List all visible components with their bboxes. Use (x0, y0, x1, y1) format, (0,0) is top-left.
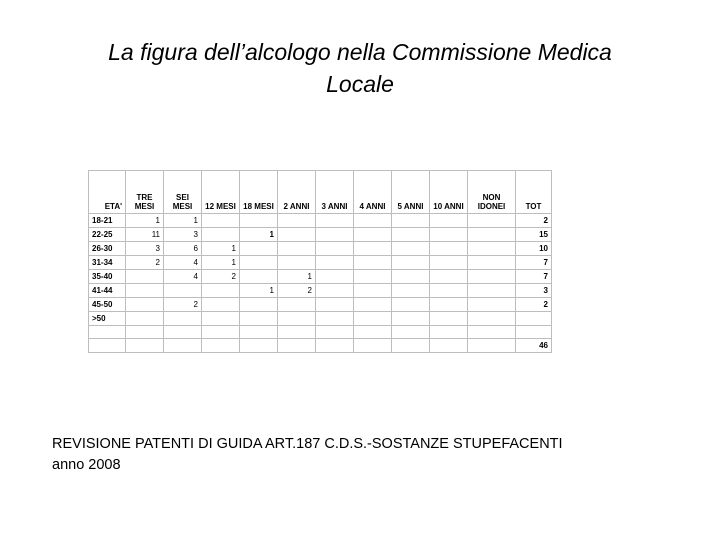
age-range-cell (89, 326, 126, 339)
total-cell: 3 (516, 284, 552, 298)
count-cell (354, 270, 392, 284)
count-cell (126, 312, 164, 326)
age-range-cell: 35-40 (89, 270, 126, 284)
count-cell (354, 242, 392, 256)
count-cell (316, 214, 354, 228)
table-row (89, 270, 552, 284)
caption-line-2: anno 2008 (52, 457, 121, 473)
count-cell (316, 242, 354, 256)
count-cell (468, 284, 516, 298)
count-cell (392, 256, 430, 270)
column-header: 4 ANNI (354, 171, 392, 214)
column-header: 5 ANNI (392, 171, 430, 214)
statistics-table-container (88, 170, 552, 353)
count-cell (278, 256, 316, 270)
count-cell (430, 298, 468, 312)
age-range-cell: 41-44 (89, 284, 126, 298)
count-cell (240, 339, 278, 353)
count-cell (278, 312, 316, 326)
count-cell: 3 (164, 228, 202, 242)
count-cell (468, 312, 516, 326)
count-cell (126, 339, 164, 353)
count-cell: 4 (164, 270, 202, 284)
age-range-cell: >50 (89, 312, 126, 326)
age-range-cell: 45-50 (89, 298, 126, 312)
count-cell: 4 (164, 256, 202, 270)
total-cell: 2 (516, 298, 552, 312)
count-cell: 1 (240, 284, 278, 298)
count-cell (430, 326, 468, 339)
total-cell: 46 (516, 339, 552, 353)
age-range-cell: 26-30 (89, 242, 126, 256)
count-cell (316, 326, 354, 339)
count-cell (240, 256, 278, 270)
count-cell (468, 326, 516, 339)
count-cell (430, 214, 468, 228)
count-cell (316, 256, 354, 270)
count-cell (240, 242, 278, 256)
table-row (89, 298, 552, 312)
table-header (89, 171, 552, 214)
count-cell (240, 312, 278, 326)
count-cell (316, 270, 354, 284)
count-cell (430, 256, 468, 270)
table-row (89, 339, 552, 353)
count-cell (316, 339, 354, 353)
count-cell: 2 (164, 298, 202, 312)
table-row (89, 256, 552, 270)
count-cell (240, 326, 278, 339)
count-cell: 6 (164, 242, 202, 256)
count-cell (278, 228, 316, 242)
count-cell: 2 (278, 284, 316, 298)
column-header: 12 MESI (202, 171, 240, 214)
count-cell (354, 256, 392, 270)
column-header: TOT (516, 171, 552, 214)
count-cell (202, 228, 240, 242)
count-cell (354, 214, 392, 228)
count-cell (392, 214, 430, 228)
statistics-table (88, 170, 552, 353)
count-cell: 1 (164, 214, 202, 228)
count-cell (278, 214, 316, 228)
count-cell (430, 242, 468, 256)
count-cell (468, 242, 516, 256)
column-header: SEI MESI (164, 171, 202, 214)
count-cell (392, 298, 430, 312)
count-cell: 1 (202, 242, 240, 256)
table-header-row (89, 171, 552, 214)
count-cell (316, 228, 354, 242)
count-cell (468, 214, 516, 228)
count-cell (202, 339, 240, 353)
count-cell (354, 339, 392, 353)
table-row (89, 326, 552, 339)
count-cell: 1 (240, 228, 278, 242)
column-header: 18 MESI (240, 171, 278, 214)
table-row (89, 284, 552, 298)
column-header: NON IDONEI (468, 171, 516, 214)
total-cell: 10 (516, 242, 552, 256)
total-cell: 7 (516, 256, 552, 270)
count-cell (468, 298, 516, 312)
count-cell (354, 298, 392, 312)
count-cell (240, 270, 278, 284)
count-cell (430, 339, 468, 353)
count-cell (278, 339, 316, 353)
column-header: 2 ANNI (278, 171, 316, 214)
count-cell (164, 326, 202, 339)
count-cell (278, 298, 316, 312)
slide-title-line-2: Locale (326, 71, 394, 97)
count-cell (354, 326, 392, 339)
count-cell (468, 256, 516, 270)
table-row (89, 312, 552, 326)
table-body (89, 214, 552, 353)
count-cell (392, 242, 430, 256)
column-header: 3 ANNI (316, 171, 354, 214)
count-cell (202, 298, 240, 312)
table-row (89, 228, 552, 242)
count-cell (164, 339, 202, 353)
count-cell (354, 228, 392, 242)
count-cell (392, 228, 430, 242)
count-cell (468, 339, 516, 353)
column-header: ETA' (89, 171, 126, 214)
count-cell (126, 326, 164, 339)
count-cell (240, 214, 278, 228)
count-cell (202, 326, 240, 339)
count-cell (240, 298, 278, 312)
age-range-cell: 18-21 (89, 214, 126, 228)
count-cell (430, 228, 468, 242)
count-cell: 1 (202, 256, 240, 270)
count-cell: 11 (126, 228, 164, 242)
count-cell: 3 (126, 242, 164, 256)
caption (52, 434, 563, 476)
count-cell (392, 284, 430, 298)
count-cell (392, 312, 430, 326)
count-cell (468, 228, 516, 242)
age-range-cell: 22-25 (89, 228, 126, 242)
count-cell (202, 312, 240, 326)
count-cell (278, 242, 316, 256)
count-cell (126, 284, 164, 298)
table-row (89, 214, 552, 228)
count-cell (202, 284, 240, 298)
total-cell: 7 (516, 270, 552, 284)
slide-title (40, 36, 680, 100)
count-cell: 1 (126, 214, 164, 228)
count-cell: 2 (202, 270, 240, 284)
count-cell (202, 214, 240, 228)
count-cell (316, 284, 354, 298)
count-cell (468, 270, 516, 284)
count-cell (126, 270, 164, 284)
count-cell (278, 326, 316, 339)
total-cell (516, 312, 552, 326)
caption-line-1: REVISIONE PATENTI DI GUIDA ART.187 C.D.S.-SOSTANZE STUPEFACENTI (52, 436, 563, 452)
count-cell: 1 (278, 270, 316, 284)
count-cell (392, 339, 430, 353)
count-cell (430, 312, 468, 326)
slide-title-line-1: La figura dell’alcologo nella Commissione Medica (108, 39, 612, 65)
total-cell: 15 (516, 228, 552, 242)
count-cell (126, 298, 164, 312)
total-cell: 2 (516, 214, 552, 228)
count-cell (392, 326, 430, 339)
count-cell (316, 312, 354, 326)
age-range-cell: 31-34 (89, 256, 126, 270)
count-cell (164, 284, 202, 298)
age-range-cell (89, 339, 126, 353)
count-cell (430, 284, 468, 298)
table-row (89, 242, 552, 256)
count-cell (316, 298, 354, 312)
count-cell (354, 312, 392, 326)
total-cell (516, 326, 552, 339)
count-cell (164, 312, 202, 326)
count-cell (430, 270, 468, 284)
count-cell (354, 284, 392, 298)
count-cell: 2 (126, 256, 164, 270)
column-header: TRE MESI (126, 171, 164, 214)
column-header: 10 ANNI (430, 171, 468, 214)
count-cell (392, 270, 430, 284)
